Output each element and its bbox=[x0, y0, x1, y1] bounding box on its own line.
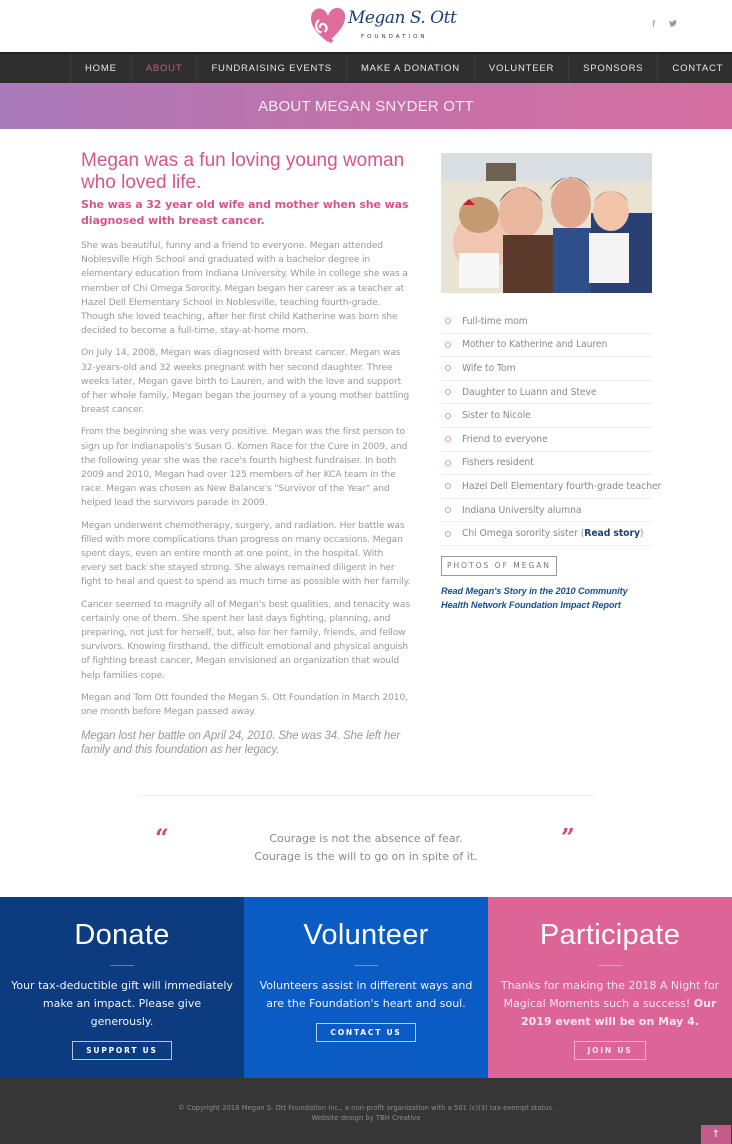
join-us-button[interactable]: JOIN US bbox=[574, 1041, 647, 1060]
nav-item-about[interactable]: ABOUT bbox=[132, 54, 198, 83]
about-paragraph: She was beautiful, funny and a friend to everyone. Megan attended Noblesville High School and graduated with a bachelor degree in elementary education from Indiana University. While in college she was a member of Chi Omega Sorority. Megan began her career as a teacher at Hazel Dell Elementary School in Noblesville, teaching fourth-grade. Though she loved teaching, after her first child Katherine was born she decided to become a full-time, stay-at-home mom. bbox=[81, 240, 408, 337]
circle-bullet-icon bbox=[445, 318, 451, 324]
nav-item-contact[interactable]: CONTACT bbox=[658, 54, 732, 83]
circle-bullet-icon bbox=[445, 436, 451, 442]
circle-bullet-icon bbox=[445, 483, 451, 489]
circle-bullet-icon bbox=[445, 389, 451, 395]
logo-wordmark: Megan S. Ott bbox=[348, 8, 457, 28]
family-photo bbox=[441, 153, 652, 293]
title-rule bbox=[354, 965, 378, 966]
circle-bullet-icon bbox=[445, 460, 451, 466]
title-rule bbox=[598, 965, 622, 966]
nav-item-volunteer[interactable]: VOLUNTEER bbox=[475, 54, 569, 83]
foundation-logo[interactable] bbox=[310, 4, 457, 46]
courage-quote bbox=[200, 830, 532, 866]
about-content bbox=[81, 150, 411, 757]
site-footer bbox=[0, 1078, 732, 1144]
fact-item bbox=[441, 428, 652, 452]
circle-bullet-icon bbox=[445, 365, 451, 371]
title-rule bbox=[110, 965, 134, 966]
volunteer-title: Volunteer bbox=[303, 919, 429, 951]
facebook-icon[interactable]: f bbox=[652, 20, 656, 30]
page-title: ABOUT MEGAN SNYDER OTT bbox=[258, 97, 474, 115]
copyright-text: © Copyright 2018 Megan S. Ott Foundation Inc., a non-profit organization with a 501 (c)(3) tax-exempt status. bbox=[177, 1104, 555, 1112]
fact-text: Sister to Nicole bbox=[462, 410, 531, 422]
about-paragraph: Megan and Tom Ott founded the Megan S. Ott Foundation in March 2010, one month before Megan passed away. bbox=[81, 691, 408, 718]
fact-text: Chi Omega sorority sister ( bbox=[462, 528, 585, 540]
nav-item-sponsors[interactable]: SPONSORS bbox=[569, 54, 658, 83]
fact-item bbox=[441, 357, 652, 381]
donate-text: Your tax-deductible gift will immediately make an impact. Please give generously. bbox=[11, 979, 233, 1028]
about-paragraph: From the beginning she was very positive. Megan was the first person to sign up for Indianapolis's Susan G. Komen Race for the Cure in 2009, and the following year she was the race's fourth highest fundraiser. In both 2009 and 2010, Megan had over 125 members of her KCA team in the race. Megan was chosen as New Balance's "Survivor of the Year" and helped lead the survivors parade in 2009. bbox=[81, 426, 408, 509]
fact-text: Full-time mom bbox=[462, 315, 528, 327]
fact-item bbox=[441, 452, 652, 476]
about-heading: Megan was a fun loving young woman who loved life. bbox=[81, 150, 405, 193]
circle-bullet-icon bbox=[445, 342, 451, 348]
nav-item-make-a-donation[interactable]: MAKE A DONATION bbox=[347, 54, 475, 83]
fact-text: Daughter to Luann and Steve bbox=[462, 386, 597, 398]
page-banner bbox=[0, 83, 732, 129]
fact-text-suffix: ) bbox=[639, 528, 644, 540]
sidebar bbox=[441, 153, 662, 612]
close-quote-icon: ” bbox=[561, 823, 575, 852]
volunteer-text: Volunteers assist in different ways and are the Foundation's heart and soul. bbox=[259, 979, 473, 1010]
donate-panel bbox=[0, 897, 244, 1078]
fact-item bbox=[441, 310, 652, 334]
about-paragraph: Cancer seemed to magnify all of Megan's best qualities, and tenacity was certainly one of them. She spent her last days fighting, planning, and preparing, not just for herself, but, also for her family, friends, and fellow survivors. Knowing firsthand, the difficult emotional and physical anguish of fighting breast cancer, Megan envisioned an organization that would help families cope. bbox=[81, 598, 410, 681]
main-nav bbox=[0, 52, 732, 83]
participate-panel bbox=[488, 897, 732, 1078]
twitter-icon[interactable] bbox=[669, 20, 677, 30]
fact-item bbox=[441, 522, 652, 546]
circle-bullet-icon bbox=[445, 531, 451, 537]
participate-title: Participate bbox=[539, 919, 681, 951]
fact-item bbox=[441, 334, 652, 358]
about-paragraph: On July 14, 2008, Megan was diagnosed with breast cancer. Megan was 32-years-old and 32 weeks pregnant with her second daughter. Three weeks later, Megan gave birth to Lauren, and with the love and support of her whole family, Megan began the journey of a young mother battling breast cancer. bbox=[81, 347, 410, 416]
donate-title: Donate bbox=[74, 919, 170, 951]
logo-subtitle: FOUNDATION bbox=[361, 34, 428, 40]
facts-list bbox=[441, 310, 662, 546]
contact-us-button[interactable]: CONTACT US bbox=[316, 1023, 415, 1042]
fact-item bbox=[441, 404, 652, 428]
fact-text: Fishers resident bbox=[462, 457, 534, 469]
nav-item-fundraising-events[interactable]: FUNDRAISING EVENTS bbox=[197, 54, 347, 83]
heart-ribbon-logo-icon bbox=[310, 6, 346, 44]
site-header bbox=[0, 0, 732, 52]
participate-text bbox=[498, 977, 722, 1031]
read-story-link[interactable]: Read story bbox=[584, 528, 640, 540]
about-paragraph: Megan underwent chemotherapy, surgery, and radiation. Her battle was filled with more complications than progress on many occasions. Megan spent days, even an entire month at one point, in the hospital. With every set back she stayed strong. She always remained diligent in her fight to heal and quest to spend as much time as possible with her family. bbox=[81, 519, 411, 588]
fact-item bbox=[441, 381, 652, 405]
photos-of-megan-button[interactable]: PHOTOS OF MEGAN bbox=[441, 556, 557, 576]
open-quote-icon: “ bbox=[155, 823, 169, 852]
legacy-statement: Megan lost her battle on April 24, 2010. She was 34. She left her family and this foundation as her legacy. bbox=[81, 730, 401, 757]
participate-event-date: Our 2019 event will be on May 4. bbox=[520, 997, 717, 1028]
fact-text: Hazel Dell Elementary fourth-grade teacher bbox=[462, 480, 662, 492]
section-divider bbox=[138, 795, 594, 796]
fact-text: Indiana University alumna bbox=[462, 504, 582, 516]
circle-bullet-icon bbox=[445, 413, 451, 419]
nav-item-home[interactable]: HOME bbox=[71, 54, 132, 83]
family-photo-image bbox=[441, 153, 652, 293]
circle-bullet-icon bbox=[445, 507, 451, 513]
support-us-button[interactable]: SUPPORT US bbox=[72, 1041, 172, 1060]
quote-line: Courage is the will to go on in spite of it. bbox=[254, 850, 478, 863]
fact-text: Friend to everyone bbox=[462, 433, 548, 445]
impact-report-link[interactable]: Read Megan's Story in the 2010 Community Health Network Foundation Impact Report bbox=[441, 585, 628, 610]
design-credit-link[interactable]: Website design by TBH Creative bbox=[311, 1114, 421, 1122]
about-subheading: She was a 32 year old wife and mother when she was diagnosed with breast cancer. bbox=[81, 198, 409, 227]
fact-item bbox=[441, 499, 652, 523]
footer-copy bbox=[0, 1103, 732, 1123]
volunteer-panel bbox=[244, 897, 488, 1078]
fact-item bbox=[441, 475, 662, 499]
fact-text: Wife to Tom bbox=[462, 362, 516, 374]
quote-line: Courage is not the absence of fear. bbox=[269, 832, 463, 845]
fact-text: Mother to Katherine and Lauren bbox=[462, 339, 608, 351]
back-to-top-arrow-icon[interactable]: ↑ bbox=[701, 1125, 731, 1144]
participate-text-main: Thanks for making the 2018 A Night for Magical Moments such a success! bbox=[500, 979, 720, 1010]
